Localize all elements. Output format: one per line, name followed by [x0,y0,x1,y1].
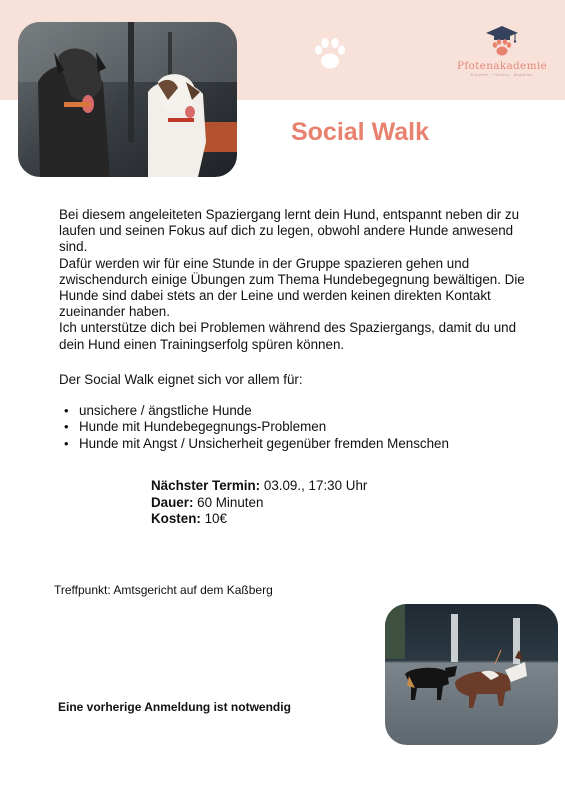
registration-note: Eine vorherige Anmeldung ist notwendig [58,700,291,714]
duration-label: Dauer: [151,494,194,510]
brand-name: Pfotenakademie [456,60,547,72]
list-item: • Hunde mit Angst / Unsicherheit gegenüber fremden Menschen [60,436,449,452]
dogs-on-leash-photo [385,604,558,745]
list-item: • Hunde mit Hundebegegnungs-Problemen [60,419,449,435]
brand-tagline: Erziehen · Fördern · Begleiten [471,73,533,77]
description-paragraph: Dafür werden wir für eine Stunde in der Gruppe spazieren gehen und zwischendurch einige Übungen zum Thema Hundebegegnung bewältigen. Die Hunde sind dabei stets an der Leine und werden keinen direkten Kontakt zueinander haben. [59,255,525,320]
page-title: Social Walk [290,118,429,146]
duration-row [151,495,367,512]
duration-value: 60 Minuten [197,494,264,510]
two-dogs-photo [18,22,237,177]
event-details [151,478,367,528]
description-paragraph: Bei diesem angeleiteten Spaziergang lernt dein Hund, entspannt neben dir zu laufen und seinen Fokus auf dich zu legen, obwohl andere Hunde anwesend sind. [59,207,520,255]
cost-row [151,511,367,528]
description-paragraph: Ich unterstütze dich bei Problemen während des Spaziergangs, damit du und dein Hund einen Trainingserfolg spüren können. [59,320,517,352]
next-date-label: Nächster Termin: [151,478,261,493]
brand-logo-block [447,24,557,77]
cost-label: Kosten: [151,511,201,526]
paw-graduation-cap-icon [484,24,520,58]
meeting-point: Treffpunkt: Amtsgericht auf dem Kaßberg [54,583,273,597]
next-date-value: 03.09., 17:30 Uhr [263,478,368,493]
description [59,207,539,353]
cost-value: 10€ [204,511,227,526]
suitability-intro: Der Social Walk eignet sich vor allem für: [59,372,303,387]
suitability-list [60,403,449,452]
next-date-row [151,478,367,495]
paw-icon [310,34,350,74]
list-item: • unsichere / ängstliche Hunde [60,403,449,419]
